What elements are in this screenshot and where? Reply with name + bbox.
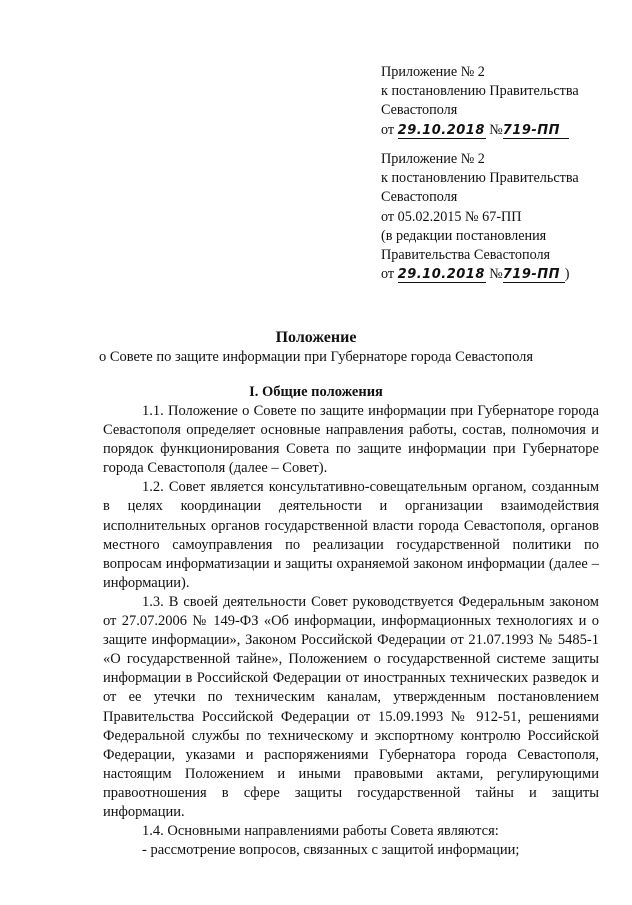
handwritten-number: 719-ПП xyxy=(503,123,569,139)
paragraph-1-3: 1.3. В своей деятельности Совет руководствуется Федеральным законом от 27.07.2006 № 149-ФЗ «Об информации, информационных технологиях и о защите информации», Законом Российской Федерации от 21.07.1993 № 5485-1 «О государственной тайне», Положением о государственной системе защиты информации в Российской Федерации от иностранных технических разведок и от ее утечки по техническим каналам, утвержденным постановлением Правительства Российской Федерации от 15.09.1993 № 912-51, решениями Федеральной службы по техническому и экспортному контролю Российской Федерации, указами и распоряжениями Губернатора города Севастополя, настоящим Положением и иными правовыми актами, регулирующими правоотношения в сфере защиты государственной тайны и защиты информации. xyxy=(103,593,599,820)
appendix-line: Правительства Севастополя xyxy=(381,247,551,264)
appendix-date-line xyxy=(381,265,579,284)
appendix-line: Приложение № 2 xyxy=(381,151,485,167)
appendix-line: Приложение № 2 xyxy=(381,64,485,80)
from-label: от xyxy=(381,266,395,283)
handwritten-number: 719-ПП xyxy=(503,267,565,283)
handwritten-date: 29.10.2018 xyxy=(397,122,485,138)
document-subtitle: о Совете по защите информации при Губернаторе города Севастополя xyxy=(98,349,534,365)
from-label: от xyxy=(381,121,395,138)
paragraph-1-1: 1.1. Положение о Совете по защите информации при Губернаторе города Севастополя определяет основные направления работы, состав, полномочия и порядок функционирования Совета по защите информации при Губернаторе города Севастополя (далее – Совет). xyxy=(103,403,599,477)
appendix-line: к постановлению Правительства xyxy=(381,83,579,100)
appendix-line: Севастополя xyxy=(381,102,458,119)
appendix-block-2 xyxy=(381,150,579,284)
handwritten-date: 29.10.2018 xyxy=(397,267,485,283)
closing-paren: ) xyxy=(564,266,570,283)
appendix-block-1 xyxy=(381,63,579,140)
number-label: № xyxy=(489,266,503,283)
appendix-line: от 05.02.2015 № 67-ПП xyxy=(381,208,522,225)
appendix-line: (в редакции постановления xyxy=(381,227,547,244)
number-label: № xyxy=(489,121,503,138)
appendix-line: к постановлению Правительства xyxy=(381,170,579,187)
list-item: - рассмотрение вопросов, связанных с защитой информации; xyxy=(142,842,520,859)
paragraph-1-2: 1.2. Совет является консультативно-совещательным органом, созданным в целях координации деятельности и организации взаимодействия исполнительных органов государственной власти города Севастополя, органов местного самоуправления по реализации государственной политики по вопросам информатизации и защиты охраняемой законом информации (далее – информации). xyxy=(103,479,599,591)
appendix-date-line xyxy=(381,121,579,140)
document-title: Положение xyxy=(275,329,357,346)
paragraph-1-4: 1.4. Основными направлениями работы Совета являются: xyxy=(142,823,499,840)
section-heading: I. Общие положения xyxy=(249,384,383,400)
appendix-line: Севастополя xyxy=(381,189,458,206)
document-body xyxy=(103,402,599,860)
